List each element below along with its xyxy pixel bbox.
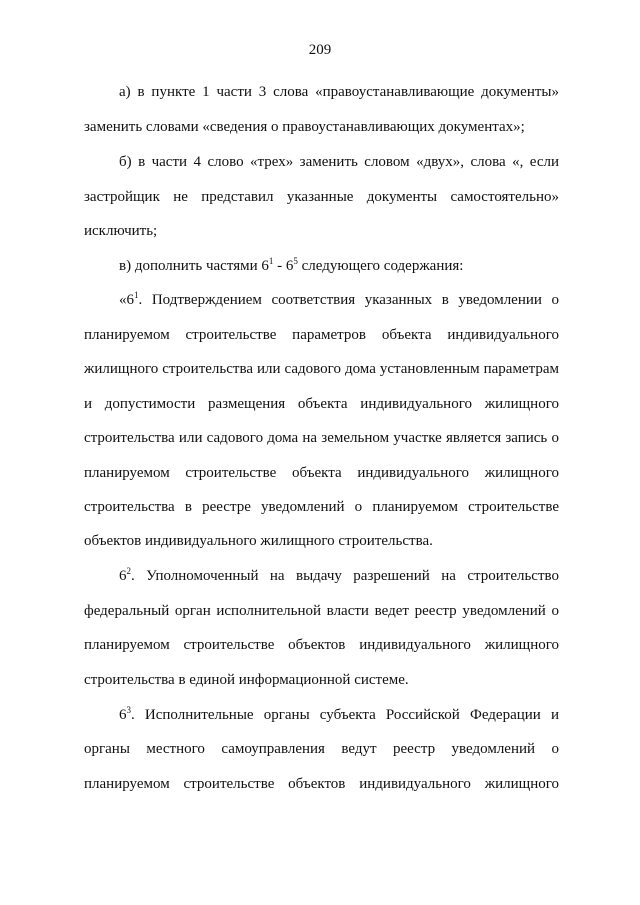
text-segment: . Исполнительные органы субъекта Российской Федерации и (131, 707, 559, 723)
text-segment: следующего содержания: (297, 258, 464, 274)
text-segment: 6 (119, 568, 127, 584)
page-number: 209 (308, 42, 332, 58)
text-line-8: планируемом строительстве параметров объекта индивидуального (84, 327, 559, 343)
text-line-15 (119, 566, 559, 586)
text-line-21: планируемом строительстве объектов индивидуального жилищного (84, 776, 559, 792)
text-segment: 6 (119, 707, 127, 723)
text-line-12: планируемом строительстве объекта индивидуального жилищного (84, 465, 559, 481)
text-line-19 (119, 705, 559, 725)
text-line-7 (119, 290, 559, 310)
text-line-6 (119, 256, 559, 276)
text-segment: . Подтверждением соответствия указанных в уведомлении о (138, 292, 559, 308)
text-line-3: б) в части 4 слово «трех» заменить словом «двух», слова «, если (119, 154, 559, 170)
superscript: 3 (126, 705, 131, 715)
text-segment: - 6 (273, 258, 294, 274)
text-line-9: жилищного строительства или садового дома установленным параметрам (84, 361, 559, 377)
text-line-16: федеральный орган исполнительной власти ведет реестр уведомлений о (84, 603, 559, 619)
text-segment: «6 (119, 292, 134, 308)
text-line-1: а) в пункте 1 части 3 слова «правоустанавливающие документы» (119, 84, 559, 100)
text-line-18: строительства в единой информационной системе. (84, 672, 409, 688)
superscript: 1 (134, 290, 139, 300)
text-line-11: строительства или садового дома на земельном участке является запись о (84, 430, 559, 446)
text-line-10: и допустимости размещения объекта индивидуального жилищного (84, 396, 559, 412)
text-line-13: строительства в реестре уведомлений о планируемом строительстве (84, 499, 559, 515)
text-segment: в) дополнить частями 6 (119, 258, 269, 274)
text-line-17: планируемом строительстве объектов индивидуального жилищного (84, 637, 559, 653)
superscript: 1 (268, 256, 274, 266)
text-line-5: исключить; (84, 223, 158, 239)
superscript: 2 (126, 566, 131, 576)
text-segment: . Уполномоченный на выдачу разрешений на строительство (131, 568, 559, 584)
superscript: 5 (293, 256, 298, 266)
text-line-2: заменить словами «сведения о правоустанавливающих документах»; (84, 119, 525, 135)
text-line-20: органы местного самоуправления ведут реестр уведомлений о (84, 741, 559, 757)
text-line-14: объектов индивидуального жилищного строительства. (84, 533, 433, 549)
text-line-4: застройщик не представил указанные документы самостоятельно» (84, 189, 559, 205)
